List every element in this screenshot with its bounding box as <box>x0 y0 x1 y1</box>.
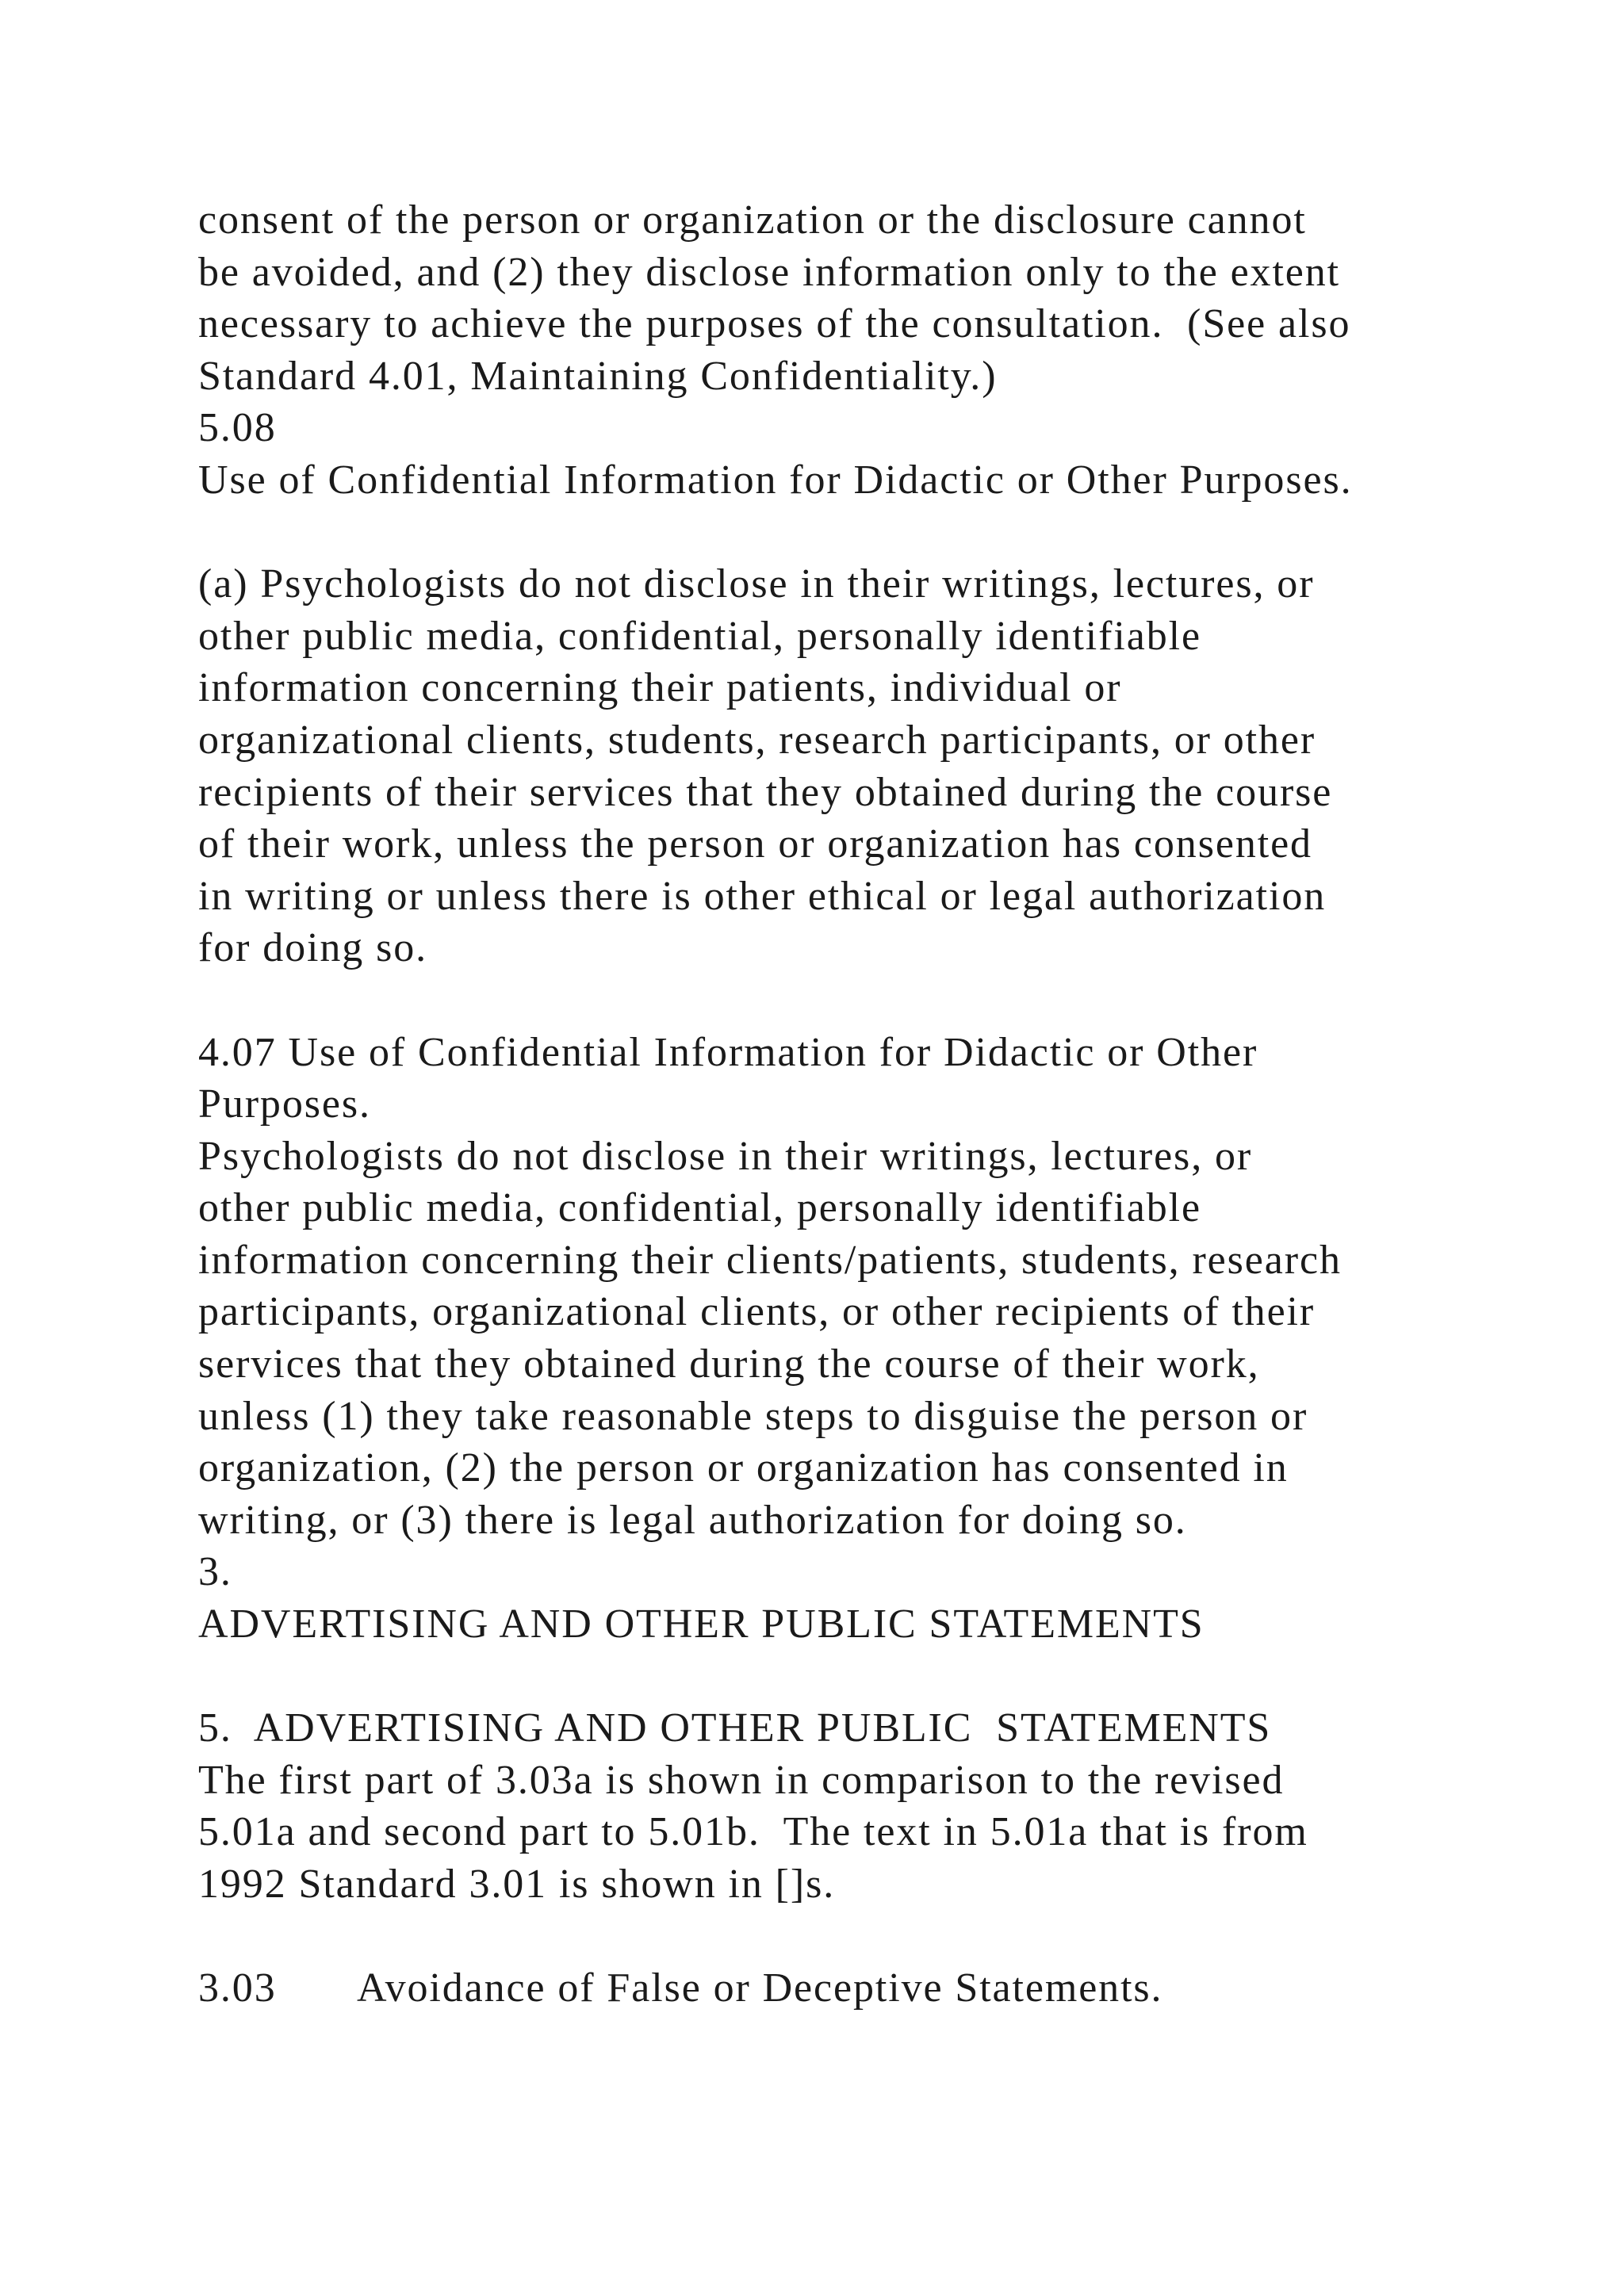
text-line: other public media, confidential, personally identifiable <box>198 1185 1201 1231</box>
document-body <box>198 194 1546 2015</box>
text-line: 5.01a and second part to 5.01b. The text in 5.01a that is from <box>198 1809 1308 1855</box>
text-line: unless (1) they take reasonable steps to disguise the person or <box>198 1393 1308 1439</box>
blank-line <box>198 1651 1546 1703</box>
text-line: 1992 Standard 3.01 is shown in []s. <box>198 1862 836 1907</box>
text-line: be avoided, and (2) they disclose information only to the extent <box>198 249 1341 295</box>
section-title: Use of Confidential Information for Didactic or Other Purposes. <box>198 457 1353 503</box>
text-line: The first part of 3.03a is shown in comparison to the revised <box>198 1757 1285 1803</box>
section-title: 4.07 Use of Confidential Information for Didactic or Other <box>198 1029 1258 1075</box>
text-line: (a) Psychologists do not disclose in their writings, lectures, or <box>198 561 1315 607</box>
text-line: Standard 4.01, Maintaining Confidentiality.) <box>198 353 998 399</box>
text-line: other public media, confidential, personally identifiable <box>198 613 1201 659</box>
text-line: in writing or unless there is other ethical or legal authorization <box>198 873 1327 919</box>
text-line: Psychologists do not disclose in their writings, lectures, or <box>198 1133 1253 1179</box>
text-line: participants, organizational clients, or other recipients of their <box>198 1289 1316 1335</box>
text-line: information concerning their patients, individual or <box>198 665 1122 711</box>
section-number: 3. <box>198 1549 232 1595</box>
blank-line <box>198 974 1546 1027</box>
section-title: Purposes. <box>198 1081 371 1127</box>
text-line: necessary to achieve the purposes of the consultation. (See also <box>198 301 1351 347</box>
text-line: recipients of their services that they obtained during the course <box>198 769 1333 815</box>
section-heading: ADVERTISING AND OTHER PUBLIC STATEMENTS <box>198 1601 1205 1647</box>
text-line: consent of the person or organization or the disclosure cannot <box>198 197 1307 243</box>
section-number: 5.08 <box>198 405 277 451</box>
section-heading: 5. ADVERTISING AND OTHER PUBLIC STATEMENTS <box>198 1705 1272 1751</box>
text-line: for doing so. <box>198 925 428 971</box>
text-line: of their work, unless the person or organization has consented <box>198 821 1312 867</box>
blank-line <box>198 1911 1546 1963</box>
blank-line <box>198 507 1546 559</box>
text-line: services that they obtained during the course of their work, <box>198 1341 1260 1387</box>
text-line: writing, or (3) there is legal authorization for doing so. <box>198 1497 1187 1543</box>
text-line: information concerning their clients/patients, students, research <box>198 1237 1342 1283</box>
text-line: organizational clients, students, research participants, or other <box>198 717 1316 763</box>
text-line: organization, (2) the person or organization has consented in <box>198 1445 1289 1491</box>
section-title: 3.03 Avoidance of False or Deceptive Statements. <box>198 1965 1163 2011</box>
